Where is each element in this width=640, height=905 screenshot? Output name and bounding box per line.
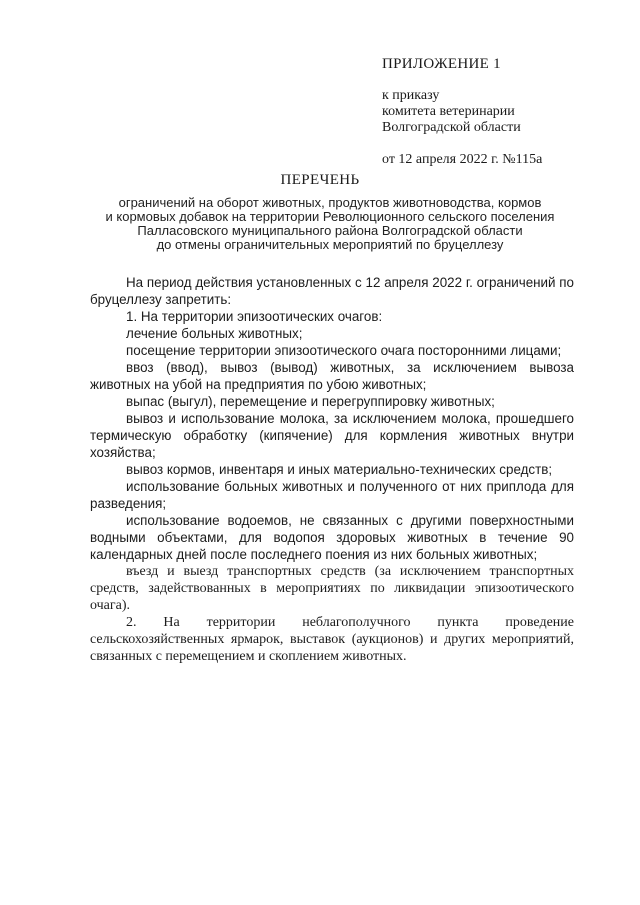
subtitle-line: ограничений на оборот животных, продуктов животноводства, кормов xyxy=(118,195,542,210)
subtitle-line: Палласовского муниципального района Волгоградской области xyxy=(137,223,523,238)
appendix-title: ПРИЛОЖЕНИЕ 1 xyxy=(382,56,501,72)
item1-a: лечение больных животных; xyxy=(126,326,303,341)
appendix-date: от 12 апреля 2022 г. №115а xyxy=(382,152,543,167)
document-heading: ПЕРЕЧЕНЬ xyxy=(280,172,360,188)
document-body xyxy=(90,274,574,665)
appendix-order xyxy=(382,88,622,136)
item1-g: использование больных животных и полученного от них приплода для разведения; xyxy=(90,479,574,511)
document-subtitle xyxy=(80,196,580,252)
appendix-block xyxy=(382,56,622,168)
item1-h: использование водоемов, не связанных с другими поверхностными водными объектами, для водопоя здоровых животных в течение 90 календарных дней после последнего поения из них больных животных; xyxy=(90,513,574,562)
item1-b: посещение территории эпизоотического очага посторонними лицами; xyxy=(126,343,562,358)
item1-f: вывоз кормов, инвентаря и иных материально-технических средств; xyxy=(126,462,553,477)
intro-paragraph: На период действия установленных с 12 апреля 2022 г. ограничений по бруцеллезу запретить: xyxy=(90,275,574,307)
item1-d: выпас (выгул), перемещение и перегруппировку животных; xyxy=(126,394,495,409)
appendix-order-line: комитета ветеринарии xyxy=(382,104,515,119)
item1-i: въезд и выезд транспортных средств (за исключением транспортных средств, задействованных в мероприятиях по ликвидации эпизоотического очага). xyxy=(90,564,574,613)
appendix-order-line: Волгоградской области xyxy=(382,120,521,135)
item1-title: 1. На территории эпизоотических очагов: xyxy=(126,309,383,324)
subtitle-line: и кормовых добавок на территории Революционного сельского поселения xyxy=(105,209,555,224)
appendix-order-line: к приказу xyxy=(382,88,440,103)
subtitle-line: до отмены ограничительных мероприятий по бруцеллезу xyxy=(156,237,504,252)
item2-paragraph: 2. На территории неблагополучного пункта проведение сельскохозяйственных ярмарок, выставок (аукционов) и других мероприятий, связанных с перемещением и скоплением животных. xyxy=(90,615,574,664)
item1-c: ввоз (ввод), вывоз (вывод) животных, за исключением вывоза животных на убой на предприятия по убою животных; xyxy=(90,360,574,392)
item1-e: вывоз и использование молока, за исключением молока, прошедшего термическую обработку (кипячение) для кормления животных внутри хозяйства; xyxy=(90,411,574,460)
